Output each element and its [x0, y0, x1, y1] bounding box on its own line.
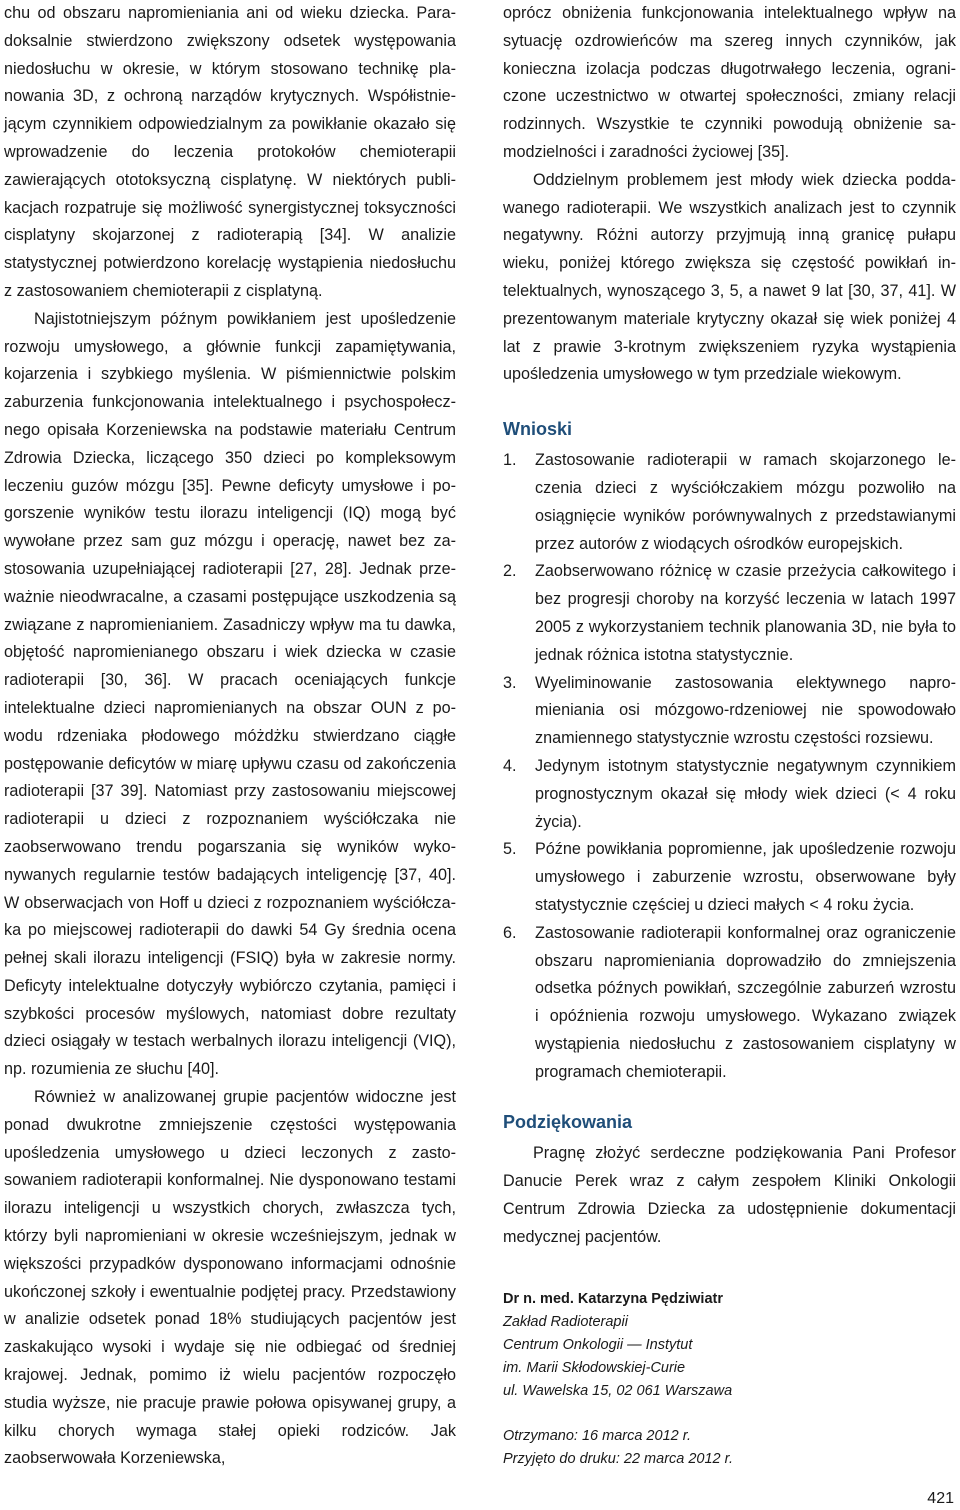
list-item-text: Zastosowanie radioterapii konformalnej oraz ograniczenie obszaru napromieniania doprowadziło do zmniejszenia odsetka późnych powikłań, szczególnie zaburzeń wzrostu i opóźnienia rozwoju umysłowego. Wykazano związek wystąpienia niedosłuchu z zastosowaniem cisplatyny w programach chemioterapii.: [535, 923, 956, 1081]
list-item-text: Późne powikłania popromienne, jak upośledzenie rozwoju umysłowego i zaburzenie wzrostu, obserwowane były statystycznie częściej u dzieci małych < 4 roku życia.: [535, 840, 956, 914]
author-affiliation: im. Marii Skłodowskiej-Curie: [503, 1359, 686, 1376]
acknowledgements-heading: Podziękowania: [503, 1112, 633, 1133]
acknowledgements-text: Pragnę złożyć serdeczne podziękowania Pani Profesor Danucie Perek wraz z całym zespołem Kliniki Onkologii Centrum Zdrowia Dziecka za udostępnienie dokumentacji medycznej pacjentów.: [503, 1144, 956, 1246]
list-item: [503, 670, 956, 753]
list-item: [503, 558, 956, 669]
author-name: Dr n. med. Katarzyna Pędziwiatr: [503, 1290, 723, 1307]
author-block: [503, 1288, 956, 1403]
list-item: [503, 447, 956, 558]
body-paragraph: Również w analizowanej grupie pacjentów widoczne jest ponad dwukrotne zmniejszenie częstości występowania upośledzenia umysłowego u dzieci leczonych z zastosowaniem radioterapii konformalnej. Nie dysponowano testami ilorazu inteligencji u wszystkich chorych, zwłaszcza tych, którzy byli napromieniani w okresie wcześniejszym, jednak w większości przypadków dysponowano informacjami odnośnie ukończonej szkoły i ewentualnie podjętej pracy. Przedstawiony w analizie odsetek ponad 18% studiujących pacjentów jest zaskakująco wysoki i wydaje się nie odbiegać od średniej krajowej. Jednak, pomimo iż wielu pacjentów rozpoczęło studia wyższe, nie pracuje prawie połowa opisywanej grupy, a kilku chorych wymaga stałej opieki rodziców. Jak zaobserwowała Korzeniewska,: [4, 1088, 456, 1468]
list-item-number: 6.: [503, 923, 517, 942]
list-item-text: Zastosowanie radioterapii w ramach skojarzonego leczenia dzieci z wyściółczakiem mózgu pozwoliło na osiągnięcie wyników porównywalnych z przedstawianymi przez autorów z wiodących ośrodków europejskich.: [535, 451, 956, 553]
author-address: ul. Wawelska 15, 02 061 Warszawa: [503, 1382, 733, 1399]
conclusions-list: [503, 447, 956, 1086]
list-item-text: Zaobserwowano różnicę w czasie przeżycia całkowitego i bez progresji choroby na korzyść leczenia w latach 1997 2005 z wykorzystaniem technik planowania 3D, nie była to jednak różnica istotna statystycznie.: [535, 562, 956, 664]
list-item-number: 4.: [503, 756, 517, 775]
dates-block: [503, 1425, 956, 1471]
author-affiliation: Centrum Onkologii — Instytut: [503, 1336, 693, 1353]
list-item: [503, 753, 956, 836]
list-item: [503, 836, 956, 919]
conclusions-heading: Wnioski: [503, 419, 573, 440]
right-column: [503, 0, 956, 1471]
body-paragraph: oprócz obniżenia funkcjonowania intelektualnego wpływ na sytuację ozdrowieńców ma szereg innych czynników, jak konieczna izolacja podczas długotrwałego leczenia, ograniczone uczestnictwo w otwartej społeczności, zmiany relacji rodzinnych. Wszystkie te czynniki powodują obniżenie samodzielności i zaradności życiowej [35].: [503, 4, 956, 161]
body-paragraph: Oddzielnym problemem jest młody wiek dziecka poddawanego radioterapii. We wszystkich analizach jest to czynnik negatywny. Różni autorzy przyjmują inną granicę pułapu wieku, poniżej którego zwiększa się częstość powikłań intelektualnych, wynoszącego 3, 5, a nawet 9 lat [30, 37, 41]. W prezentowanym materiale krytyczny okazał się wiek poniżej 4 lat z prawie 3-krotnym zwiększeniem ryzyka wystąpienia upośledzenia umysłowego w tym przedziale wiekowym.: [503, 170, 956, 384]
body-paragraph: Najistotniejszym późnym powikłaniem jest upośledzenie rozwoju umysłowego, a głównie funkcji zapamiętywania, kojarzenia i szybkiego myślenia. W piśmiennictwie polskim zaburzenia funkcjonowania intelektualnego i psychospołecznego opisała Korzeniewska na podstawie materiału Centrum Zdrowia Dziecka, liczącego 350 dzieci po kompleksowym leczeniu guzów mózgu [35]. Pewne deficyty umysłowe i pogorszenie wyników testu ilorazu inteligencji (IQ) mogą być wywołane przez sam guz mózgu i operację, nawet bez zastosowania uzupełniającej radioterapii [27, 28]. Jednak przeważnie nieodwracalne, a czasami postępujące uszkodzenia są związane z napromienianiem. Zasadniczy wpływ ma tu dawka, objętość napromienianego obszaru i wiek dziecka w czasie radioterapii [30, 36]. W pracach oceniających funkcje intelektualne dzieci napromienianych na obszar OUN z powodu rdzeniaka płodowego móżdżku stwierdzano ciągłe postępowanie deficytów w miarę upływu czasu od zakończenia radioterapii [37 39]. Natomiast przy zastosowaniu miejscowej radioterapii u dzieci z rozpoznaniem wyściółczaka nie zaobserwowano trendu pogarszania się wyników wykonywanych regularnie testów badających inteligencję [37, 40]. W obserwacjach von Hoff u dzieci z rozpoznaniem wyściółczaka po miejscowej radioterapii do dawki 54 Gy średnia ocena pełnej skali ilorazu inteligencji (FSIQ) była w zakresie normy. Deficyty intelektualne dotyczyły wybiórczo czytania, pamięci i szybkości procesów myślowych, natomiast dobre rezultaty dzieci osiągały w testach werbalnych ilorazu inteligencji (VIQ), np. rozumienia ze słuchu [40].: [4, 309, 456, 1079]
list-item-number: 5.: [503, 840, 517, 859]
list-item-number: 3.: [503, 673, 517, 692]
author-affiliation: Zakład Radioterapii: [503, 1313, 628, 1330]
left-column: [4, 0, 456, 1473]
page-number: 421: [927, 1490, 954, 1507]
list-item-text: Jedynym istotnym statystycznie negatywnym czynnikiem prognostycznym okazał się młody wiek dzieci (< 4 roku życia).: [535, 756, 956, 831]
list-item-number: 1.: [503, 451, 517, 470]
list-item-text: Wyeliminowanie zastosowania elektywnego napromieniania osi mózgowo-rdzeniowej nie spowodowało znamiennego statystycznie wzrostu częstości rozsiewu.: [535, 673, 956, 748]
body-paragraph: chu od obszaru napromieniania ani od wieku dziecka. Paradoksalnie stwierdzono zwiększony odsetek występowania niedosłuchu w okresie, w którym stosowano technikę planowania 3D, z ochroną narządów krytycznych. Współistniejącym czynnikiem odpowiedzialnym za powikłanie okazało się wprowadzenie do leczenia protokołów chemioterapii zawierających ototoksyczną cisplatynę. W niektórych publikacjach rozpatruje się możliwość synergistycznej toksyczności cisplatyny skojarzonej z radioterapią [34]. W analizie statystycznej potwierdzono korelację wystąpienia niedosłuchu z zastosowaniem chemioterapii z cisplatyną.: [4, 4, 456, 300]
list-item: [503, 920, 956, 1087]
list-item-number: 2.: [503, 562, 517, 581]
received-date: Otrzymano: 16 marca 2012 r.: [503, 1427, 692, 1444]
accepted-date: Przyjęto do druku: 22 marca 2012 r.: [503, 1450, 733, 1467]
